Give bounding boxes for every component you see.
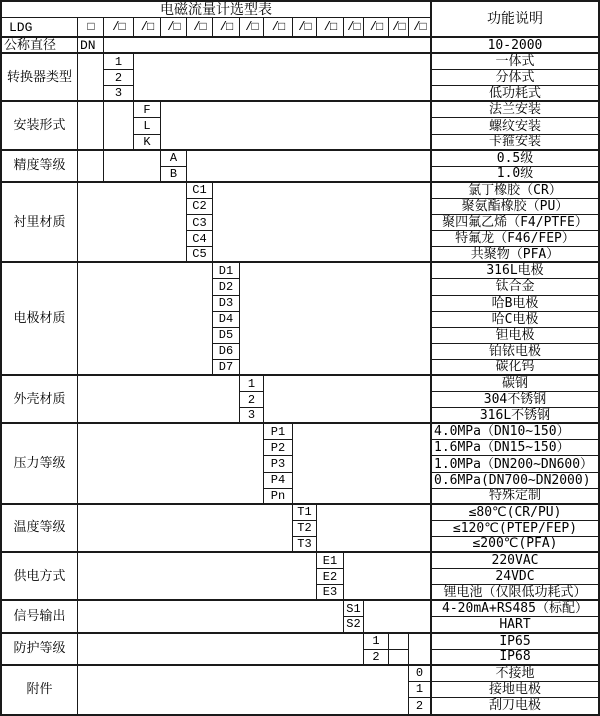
spacer-cell <box>344 553 431 601</box>
model-slot: /□ <box>240 18 264 38</box>
option-code: C3 <box>187 215 213 231</box>
option-code: P2 <box>264 440 293 456</box>
option-desc: 0.5级 <box>431 151 598 167</box>
option-code: D2 <box>213 279 240 295</box>
category-label: 转换器类型 <box>2 54 78 102</box>
option-code: E1 <box>317 553 344 569</box>
option-desc: ≤120℃(PTEP/FEP) <box>431 521 598 537</box>
option-desc: HART <box>431 617 598 633</box>
spacer-cell <box>104 151 161 183</box>
option-code: P1 <box>264 424 293 440</box>
spacer-cell <box>78 666 409 714</box>
spacer-cell <box>104 102 134 150</box>
option-code: T1 <box>293 505 317 521</box>
option-desc: 法兰安装 <box>431 102 598 118</box>
category-label: 安装形式 <box>2 102 78 150</box>
model-series-label: LDG <box>2 18 78 38</box>
model-slot: /□ <box>317 18 344 38</box>
option-code: 2 <box>240 392 264 408</box>
option-desc: 10-2000 <box>431 38 598 54</box>
model-slot: /□ <box>409 18 431 38</box>
option-code: D4 <box>213 312 240 328</box>
option-code: C5 <box>187 247 213 263</box>
option-code: T2 <box>293 521 317 537</box>
option-desc: 氯丁橡胶（CR） <box>431 183 598 199</box>
option-code: E2 <box>317 569 344 585</box>
option-desc: 接地电极 <box>431 682 598 698</box>
category-label: 精度等级 <box>2 151 78 183</box>
option-desc: IP68 <box>431 650 598 666</box>
option-desc: 哈C电极 <box>431 312 598 328</box>
option-desc: 铂铱电极 <box>431 344 598 360</box>
category-label: 压力等级 <box>2 424 78 504</box>
option-desc: 分体式 <box>431 70 598 86</box>
category-label: 信号输出 <box>2 601 78 633</box>
model-slot: /□ <box>104 18 134 38</box>
table-title: 电磁流量计选型表 <box>2 2 431 18</box>
option-code: P3 <box>264 456 293 472</box>
option-desc: 4.0MPa（DN10~150） <box>431 424 598 440</box>
option-desc: 低功耗式 <box>431 86 598 102</box>
option-code: L <box>134 118 161 134</box>
option-desc: 316L不锈钢 <box>431 408 598 424</box>
model-slot: /□ <box>134 18 161 38</box>
spacer-cell <box>134 54 431 102</box>
option-desc: 4-20mA+RS485（标配） <box>431 601 598 617</box>
option-code: 3 <box>104 86 134 102</box>
option-desc: 螺纹安装 <box>431 118 598 134</box>
option-desc: 特氟龙（F46/FEP） <box>431 231 598 247</box>
category-label: 附件 <box>2 666 78 714</box>
model-slot: /□ <box>293 18 317 38</box>
option-code: A <box>161 151 187 167</box>
option-code: 1 <box>104 54 134 70</box>
option-desc: 1.0MPa（DN200~DN600） <box>431 456 598 472</box>
model-slot: /□ <box>213 18 240 38</box>
option-code: Pn <box>264 489 293 505</box>
category-label: 电极材质 <box>2 263 78 376</box>
option-code: 0 <box>409 666 431 682</box>
option-code: D6 <box>213 344 240 360</box>
option-desc: 1.6MPa（DN15~150） <box>431 440 598 456</box>
option-code: D3 <box>213 296 240 312</box>
option-code: C4 <box>187 231 213 247</box>
spacer-cell <box>293 424 431 504</box>
option-code: 3 <box>240 408 264 424</box>
option-desc: ≤80℃(CR/PU) <box>431 505 598 521</box>
option-code: B <box>161 167 187 183</box>
spacer-cell <box>317 505 431 553</box>
spacer-cell <box>78 634 364 666</box>
spacer-cell <box>364 601 431 633</box>
spacer-cell <box>78 54 104 102</box>
option-code: E3 <box>317 585 344 601</box>
spacer-cell <box>78 505 293 553</box>
option-code: F <box>134 102 161 118</box>
option-code: S2 <box>344 617 364 633</box>
option-desc: 不接地 <box>431 666 598 682</box>
spacer-cell <box>78 263 213 376</box>
option-desc: 碳钢 <box>431 376 598 392</box>
option-desc: 聚氨酯橡胶（PU） <box>431 199 598 215</box>
spacer-cell <box>78 601 344 633</box>
option-code: 2 <box>104 70 134 86</box>
option-code: T3 <box>293 537 317 553</box>
option-desc: ≤200℃(PFA) <box>431 537 598 553</box>
option-desc: 24VDC <box>431 569 598 585</box>
function-description-header: 功能说明 <box>431 2 598 38</box>
option-code: 1 <box>364 634 389 650</box>
option-code: D5 <box>213 328 240 344</box>
model-slot: /□ <box>344 18 364 38</box>
category-label: 防护等级 <box>2 634 78 666</box>
spacer-cell <box>161 102 431 150</box>
option-code: 2 <box>409 698 431 714</box>
option-desc: 钛合金 <box>431 279 598 295</box>
spacer-cell <box>389 650 409 666</box>
spacer-cell <box>187 151 431 183</box>
option-code: D7 <box>213 360 240 376</box>
spacer-cell <box>78 553 317 601</box>
spacer-cell <box>264 376 431 424</box>
category-label: 外壳材质 <box>2 376 78 424</box>
option-desc: IP65 <box>431 634 598 650</box>
spacer-cell <box>78 102 104 150</box>
spacer-cell <box>78 376 240 424</box>
option-desc: 0.6MPa(DN700~DN2000) <box>431 473 598 489</box>
spacer-cell <box>78 424 264 504</box>
option-code: S1 <box>344 601 364 617</box>
option-code: 1 <box>409 682 431 698</box>
spacer-cell <box>78 183 187 263</box>
model-slot: /□ <box>389 18 409 38</box>
model-box-slot: □ <box>78 18 104 38</box>
option-code: 1 <box>240 376 264 392</box>
option-desc: 共聚物（PFA） <box>431 247 598 263</box>
spacer-cell <box>213 183 431 263</box>
option-desc: 卡箍安装 <box>431 135 598 151</box>
option-code: P4 <box>264 473 293 489</box>
option-desc: 一体式 <box>431 54 598 70</box>
option-desc: 刮刀电极 <box>431 698 598 714</box>
option-desc: 304不锈钢 <box>431 392 598 408</box>
model-slot: /□ <box>187 18 213 38</box>
spacer-cell <box>78 151 104 183</box>
option-code: D1 <box>213 263 240 279</box>
option-desc: 聚四氟乙烯（F4/PTFE） <box>431 215 598 231</box>
option-desc: 哈B电极 <box>431 296 598 312</box>
option-desc: 锂电池（仅限低功耗式） <box>431 585 598 601</box>
option-desc: 316L电极 <box>431 263 598 279</box>
spacer-cell <box>409 634 431 666</box>
category-label: 温度等级 <box>2 505 78 553</box>
option-desc: 碳化钨 <box>431 360 598 376</box>
option-code: K <box>134 135 161 151</box>
option-desc: 1.0级 <box>431 167 598 183</box>
option-desc: 220VAC <box>431 553 598 569</box>
spacer-cell <box>389 634 409 650</box>
diameter-prefix: DN <box>78 38 104 54</box>
option-code: C2 <box>187 199 213 215</box>
spacer-cell <box>240 263 431 376</box>
category-label: 衬里材质 <box>2 183 78 263</box>
model-slot: /□ <box>161 18 187 38</box>
model-slot: /□ <box>364 18 389 38</box>
category-label: 供电方式 <box>2 553 78 601</box>
option-desc: 钽电极 <box>431 328 598 344</box>
model-slot: /□ <box>264 18 293 38</box>
category-label: 公称直径 <box>2 38 78 54</box>
option-desc: 特殊定制 <box>431 489 598 505</box>
spacer-cell <box>104 38 431 54</box>
option-code: 2 <box>364 650 389 666</box>
option-code: C1 <box>187 183 213 199</box>
